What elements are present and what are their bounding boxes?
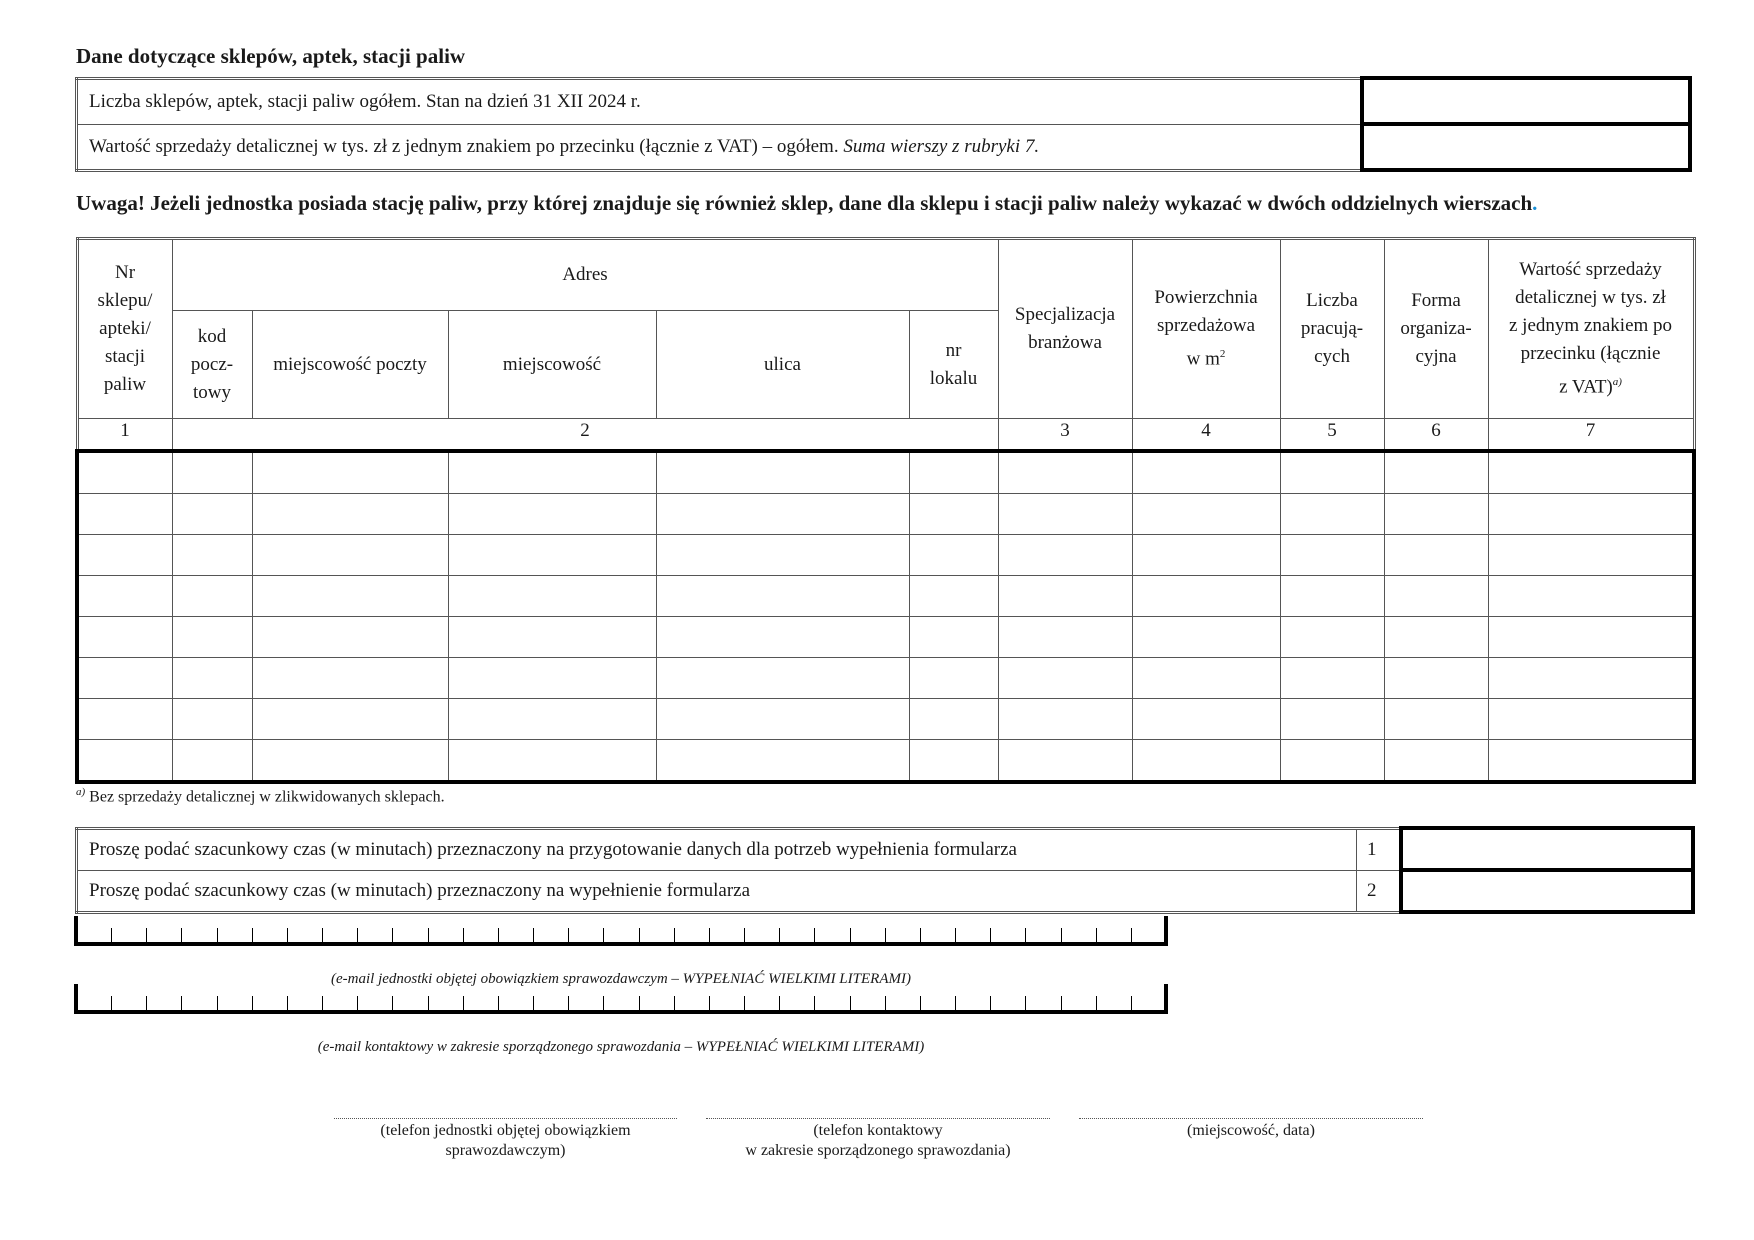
table-row xyxy=(77,699,1694,740)
header-specialization: Specjalizacja branżowa xyxy=(998,239,1132,419)
table-cell-input[interactable] xyxy=(252,576,448,617)
contact-email-field[interactable] xyxy=(74,986,1168,1014)
table-cell-input[interactable] xyxy=(252,699,448,740)
character-box-divider xyxy=(252,928,253,942)
table-cell-input[interactable] xyxy=(1384,576,1488,617)
character-box-divider xyxy=(990,928,991,942)
character-box-divider xyxy=(357,928,358,942)
character-box-divider xyxy=(217,928,218,942)
table-cell-input[interactable] xyxy=(998,494,1132,535)
character-box-divider xyxy=(1025,996,1026,1010)
character-box-divider xyxy=(322,996,323,1010)
time-row-filling xyxy=(77,870,1694,912)
table-cell-input[interactable] xyxy=(998,576,1132,617)
table-cell-input[interactable] xyxy=(172,617,252,658)
character-box-divider xyxy=(322,928,323,942)
column-number: 6 xyxy=(1384,419,1488,452)
unit-phone-line[interactable] xyxy=(334,1118,677,1119)
header-organizational-form: Forma organiza- cyjna xyxy=(1384,239,1488,419)
table-cell-input[interactable] xyxy=(656,658,909,699)
time-question-number: 1 xyxy=(1357,828,1402,870)
character-box-divider xyxy=(744,996,745,1010)
character-box-divider xyxy=(533,996,534,1010)
character-box-divider xyxy=(850,996,851,1010)
character-box-divider xyxy=(920,928,921,942)
table-cell-input[interactable] xyxy=(1488,658,1694,699)
table-cell-input[interactable] xyxy=(1132,535,1280,576)
field-end-mark xyxy=(1164,984,1168,1010)
table-cell-input[interactable] xyxy=(448,494,656,535)
table-cell-input[interactable] xyxy=(77,740,172,783)
table-row xyxy=(77,576,1694,617)
table-cell-input[interactable] xyxy=(1488,451,1694,494)
table-cell-input[interactable] xyxy=(1384,699,1488,740)
character-box-divider xyxy=(287,996,288,1010)
table-cell-input[interactable] xyxy=(1132,740,1280,783)
table-cell-input[interactable] xyxy=(252,535,448,576)
table-cell-input[interactable] xyxy=(172,451,252,494)
table-row xyxy=(77,494,1694,535)
table-cell-input[interactable] xyxy=(77,617,172,658)
character-box-divider xyxy=(603,928,604,942)
character-box-divider xyxy=(955,928,956,942)
table-row xyxy=(77,451,1694,494)
table-cell-input[interactable] xyxy=(172,576,252,617)
character-box-divider xyxy=(639,928,640,942)
table-cell-input[interactable] xyxy=(77,576,172,617)
time-row-preparation xyxy=(77,828,1694,870)
character-box-divider xyxy=(252,996,253,1010)
header-shop-number: Nr sklepu/ apteki/ stacji paliw xyxy=(77,239,172,419)
table-cell-input[interactable] xyxy=(1488,576,1694,617)
character-box-divider xyxy=(814,996,815,1010)
table-cell-input[interactable] xyxy=(656,617,909,658)
sales-total-input[interactable] xyxy=(1362,124,1690,170)
table-row xyxy=(77,617,1694,658)
table-cell-input[interactable] xyxy=(1280,658,1384,699)
table-cell-input[interactable] xyxy=(656,740,909,783)
table-cell-input[interactable] xyxy=(998,535,1132,576)
table-cell-input[interactable] xyxy=(909,617,998,658)
table-cell-input[interactable] xyxy=(448,451,656,494)
summary-table xyxy=(75,76,1692,172)
character-box-divider xyxy=(498,996,499,1010)
table-cell-input[interactable] xyxy=(172,699,252,740)
character-box-divider xyxy=(744,928,745,942)
table-cell-input[interactable] xyxy=(77,535,172,576)
table-cell-input[interactable] xyxy=(909,451,998,494)
character-box-divider xyxy=(428,928,429,942)
character-box-divider xyxy=(709,928,710,942)
column-number: 4 xyxy=(1132,419,1280,452)
table-cell-input[interactable] xyxy=(172,658,252,699)
table-cell-input[interactable] xyxy=(252,617,448,658)
table-cell-input[interactable] xyxy=(998,699,1132,740)
table-cell-input[interactable] xyxy=(656,576,909,617)
column-number: 5 xyxy=(1280,419,1384,452)
table-cell-input[interactable] xyxy=(998,451,1132,494)
table-cell-input[interactable] xyxy=(1132,494,1280,535)
time-estimate-table xyxy=(75,826,1695,914)
place-date-line[interactable] xyxy=(1079,1118,1423,1119)
table-cell-input[interactable] xyxy=(1488,617,1694,658)
field-end-mark xyxy=(1164,916,1168,942)
table-cell-input[interactable] xyxy=(909,699,998,740)
table-cell-input[interactable] xyxy=(448,658,656,699)
character-box-divider xyxy=(1096,996,1097,1010)
character-box-divider xyxy=(568,996,569,1010)
character-box-divider xyxy=(639,996,640,1010)
table-cell-input[interactable] xyxy=(909,535,998,576)
table-cell-input[interactable] xyxy=(172,740,252,783)
table-cell-input[interactable] xyxy=(1132,576,1280,617)
character-box-divider xyxy=(603,996,604,1010)
preparation-time-input[interactable] xyxy=(1401,828,1693,870)
footnote: $^{a)}$ Bez sprzedaży detalicznej w zlikwidowanych sklepach. xyxy=(76,786,445,806)
character-box-divider xyxy=(779,996,780,1010)
column-number: 1 xyxy=(77,419,172,452)
table-cell-input[interactable] xyxy=(909,494,998,535)
table-cell-input[interactable] xyxy=(252,740,448,783)
character-box-divider xyxy=(146,928,147,942)
table-cell-input[interactable] xyxy=(909,576,998,617)
shops-table-body xyxy=(77,451,1694,782)
table-cell-input[interactable] xyxy=(1280,535,1384,576)
header-premises-number: nr lokalu xyxy=(909,311,998,419)
table-cell-input[interactable] xyxy=(1488,494,1694,535)
character-box-divider xyxy=(568,928,569,942)
summary-label: Wartość sprzedaży detalicznej w tys. zł z jednym znakiem po przecinku (łącznie z VAT) – ogółem. Suma wierszy z rubryki 7. xyxy=(77,124,1363,170)
unit-email-caption: (e-mail jednostki objętej obowiązkiem sprawozdawczym – WYPEŁNIAĆ WIELKIMI LITERAMI) xyxy=(331,971,911,987)
summary-note: Suma wierszy z rubryki 7. xyxy=(843,135,1040,157)
unit-email-field[interactable] xyxy=(74,918,1168,946)
table-cell-input[interactable] xyxy=(448,617,656,658)
filling-time-input[interactable] xyxy=(1401,870,1693,912)
header-postal-code: kod pocz- towy xyxy=(172,311,252,419)
table-cell-input[interactable] xyxy=(77,494,172,535)
table-cell-input[interactable] xyxy=(172,535,252,576)
column-number: 3 xyxy=(998,419,1132,452)
header-address: Adres xyxy=(172,239,998,311)
table-cell-input[interactable] xyxy=(1280,617,1384,658)
table-cell-input[interactable] xyxy=(252,451,448,494)
table-cell-input[interactable] xyxy=(1488,740,1694,783)
character-box-divider xyxy=(1096,928,1097,942)
character-box-divider xyxy=(533,928,534,942)
character-box-divider xyxy=(463,996,464,1010)
table-cell-input[interactable] xyxy=(172,494,252,535)
contact-phone-line[interactable] xyxy=(706,1118,1050,1119)
column-number: 2 xyxy=(172,419,998,452)
table-cell-input[interactable] xyxy=(1132,699,1280,740)
character-box-divider xyxy=(920,996,921,1010)
character-box-divider xyxy=(392,928,393,942)
table-cell-input[interactable] xyxy=(448,740,656,783)
character-box-divider xyxy=(850,928,851,942)
table-cell-input[interactable] xyxy=(77,658,172,699)
character-box-divider xyxy=(885,996,886,1010)
character-box-divider xyxy=(779,928,780,942)
table-cell-input[interactable] xyxy=(998,658,1132,699)
header-post-town: miejscowość poczty xyxy=(252,311,448,419)
table-cell-input[interactable] xyxy=(998,617,1132,658)
table-cell-input[interactable] xyxy=(77,451,172,494)
character-box-divider xyxy=(990,996,991,1010)
header-street: ulica xyxy=(656,311,909,419)
table-cell-input[interactable] xyxy=(448,576,656,617)
summary-row-shop-count xyxy=(77,78,1691,124)
table-cell-input[interactable] xyxy=(909,658,998,699)
table-row xyxy=(77,658,1694,699)
character-box-divider xyxy=(814,928,815,942)
table-cell-input[interactable] xyxy=(448,699,656,740)
character-box-divider xyxy=(498,928,499,942)
time-question-number: 2 xyxy=(1357,870,1402,912)
table-cell-input[interactable] xyxy=(1384,451,1488,494)
character-box-divider xyxy=(463,928,464,942)
field-end-mark xyxy=(74,916,78,942)
table-row xyxy=(77,740,1694,783)
unit-phone-caption: (telefon jednostki objętej obowiązkiem sprawozdawczym) xyxy=(380,1122,631,1159)
table-cell-input[interactable] xyxy=(656,494,909,535)
table-cell-input[interactable] xyxy=(1132,617,1280,658)
character-box-divider xyxy=(111,996,112,1010)
column-number: 7 xyxy=(1488,419,1694,452)
place-date-caption: (miejscowość, data) xyxy=(1187,1122,1315,1139)
character-box-divider xyxy=(885,928,886,942)
table-cell-input[interactable] xyxy=(252,658,448,699)
character-box-divider xyxy=(217,996,218,1010)
table-cell-input[interactable] xyxy=(252,494,448,535)
section-title: Dane dotyczące sklepów, aptek, stacji paliw xyxy=(76,44,466,68)
warning-text: Uwaga! Jeżeli jednostka posiada stację paliw, przy której znajduje się również sklep, dane dla sklepu i stacji paliw należy wykazać w dwóch oddzielnych wierszach. xyxy=(76,191,1538,215)
character-box-divider xyxy=(428,996,429,1010)
summary-row-sales-value xyxy=(77,124,1691,170)
character-box-divider xyxy=(287,928,288,942)
table-cell-input[interactable] xyxy=(1132,658,1280,699)
character-box-divider xyxy=(181,996,182,1010)
table-cell-input[interactable] xyxy=(448,535,656,576)
character-box-divider xyxy=(1131,996,1132,1010)
summary-label: Liczba sklepów, aptek, stacji paliw ogółem. Stan na dzień 31 XII 2024 r. xyxy=(77,78,1363,124)
header-sales-area: Powierzchnia sprzedażowa w $m^2$ xyxy=(1132,239,1280,419)
header-retail-sales-value: Wartość sprzedaży detalicznej w tys. zł z jednym znakiem po przecinku (łącznie z VAT)$^{a)}$ xyxy=(1488,239,1694,419)
table-cell-input[interactable] xyxy=(656,451,909,494)
character-box-divider xyxy=(392,996,393,1010)
table-cell-input[interactable] xyxy=(1384,658,1488,699)
character-box-divider xyxy=(674,928,675,942)
table-cell-input[interactable] xyxy=(1384,535,1488,576)
table-cell-input[interactable] xyxy=(998,740,1132,783)
character-box-divider xyxy=(1131,928,1132,942)
table-cell-input[interactable] xyxy=(656,699,909,740)
table-cell-input[interactable] xyxy=(656,535,909,576)
table-cell-input[interactable] xyxy=(1384,740,1488,783)
time-question-label: Proszę podać szacunkowy czas (w minutach) przeznaczony na wypełnienie formularza xyxy=(77,870,1357,912)
character-box-divider xyxy=(1061,996,1062,1010)
character-box-divider xyxy=(1061,928,1062,942)
character-box-divider xyxy=(146,996,147,1010)
table-cell-input[interactable] xyxy=(1280,494,1384,535)
shop-count-input[interactable] xyxy=(1362,78,1690,124)
field-end-mark xyxy=(74,984,78,1010)
table-cell-input[interactable] xyxy=(1132,451,1280,494)
table-cell-input[interactable] xyxy=(1280,699,1384,740)
character-box-divider xyxy=(357,996,358,1010)
header-town: miejscowość xyxy=(448,311,656,419)
table-cell-input[interactable] xyxy=(1384,617,1488,658)
time-question-label: Proszę podać szacunkowy czas (w minutach) przeznaczony na przygotowanie danych dla potrzeb wypełnienia formularza xyxy=(77,828,1357,870)
table-cell-input[interactable] xyxy=(1488,535,1694,576)
contact-email-caption: (e-mail kontaktowy w zakresie sporządzonego sprawozdania – WYPEŁNIAĆ WIELKIMI LITERAMI) xyxy=(317,1039,925,1055)
character-box-divider xyxy=(1025,928,1026,942)
header-employees: Liczba pracują- cych xyxy=(1280,239,1384,419)
table-cell-input[interactable] xyxy=(77,699,172,740)
column-numbers-row xyxy=(77,419,1694,452)
character-box-divider xyxy=(709,996,710,1010)
contact-phone-caption: (telefon kontaktowy w zakresie sporządzonego sprawozdania) xyxy=(745,1122,1011,1159)
character-box-divider xyxy=(181,928,182,942)
table-cell-input[interactable] xyxy=(1488,699,1694,740)
table-cell-input[interactable] xyxy=(1384,494,1488,535)
shops-table xyxy=(75,237,1696,784)
character-box-divider xyxy=(955,996,956,1010)
table-row xyxy=(77,535,1694,576)
table-cell-input[interactable] xyxy=(1280,451,1384,494)
character-box-divider xyxy=(111,928,112,942)
table-cell-input[interactable] xyxy=(1280,740,1384,783)
character-box-divider xyxy=(674,996,675,1010)
table-cell-input[interactable] xyxy=(909,740,998,783)
table-cell-input[interactable] xyxy=(1280,576,1384,617)
